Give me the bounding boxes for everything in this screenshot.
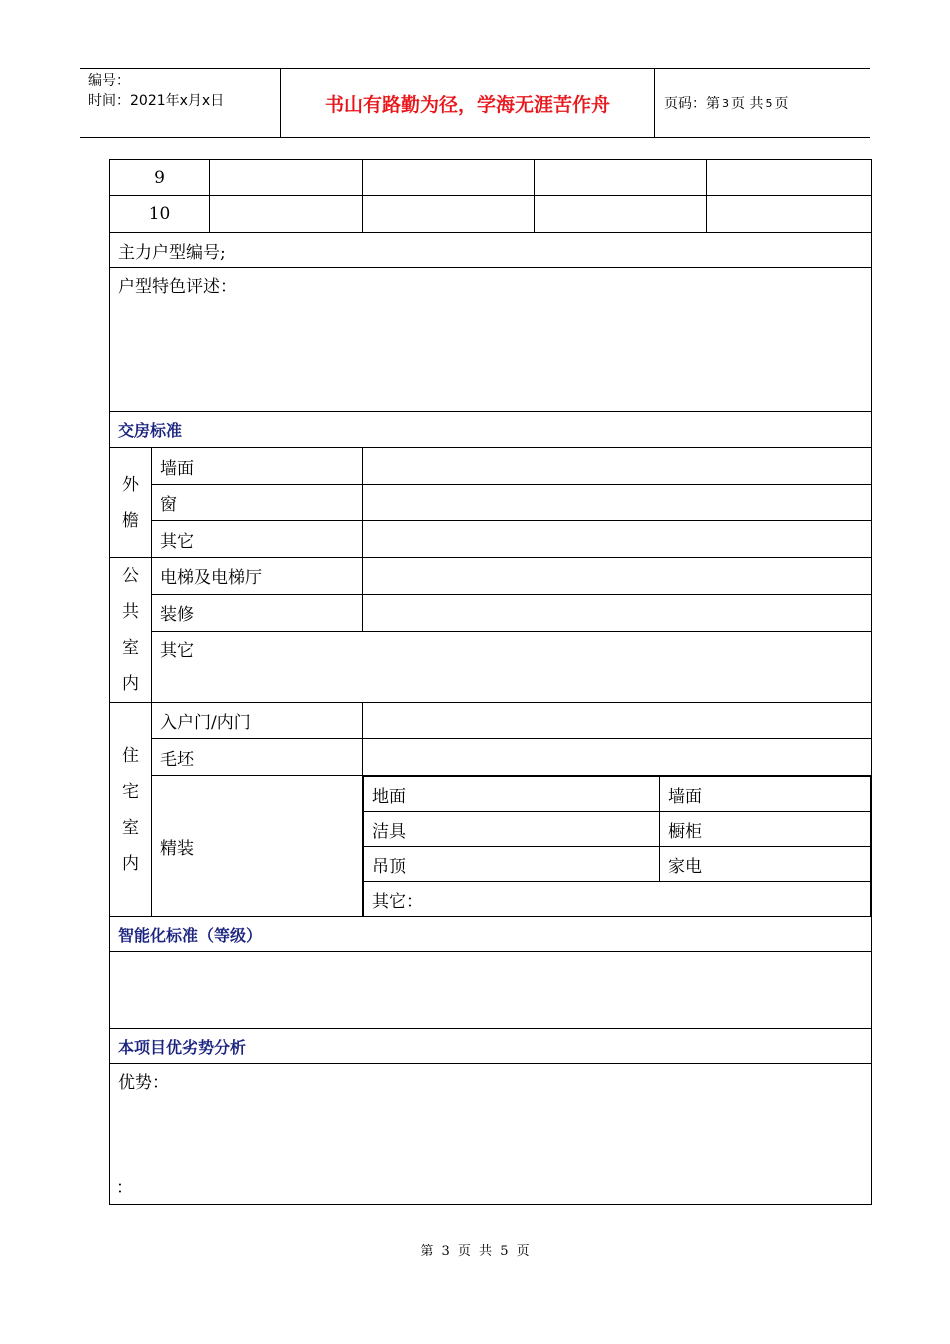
smart-standard-heading: 智能化标准（等级） bbox=[110, 917, 872, 952]
table-cell[interactable] bbox=[210, 160, 363, 196]
page-mid: 页 共 bbox=[731, 96, 764, 112]
table-row bbox=[110, 703, 872, 739]
table-cell[interactable] bbox=[707, 160, 872, 196]
row-number: 9 bbox=[110, 160, 210, 196]
exterior-window-label: 窗 bbox=[152, 485, 363, 521]
exterior-window-field[interactable] bbox=[363, 485, 872, 521]
fine-other-label[interactable]: 其它： bbox=[364, 882, 871, 916]
appliance-label[interactable]: 家电 bbox=[660, 847, 871, 882]
entry-door-field[interactable] bbox=[363, 703, 872, 739]
table-row bbox=[110, 233, 872, 268]
swot-heading: 本项目优劣势分析 bbox=[110, 1029, 872, 1064]
unit-features-field[interactable] bbox=[110, 268, 872, 412]
table-row bbox=[110, 448, 872, 485]
decoration-label: 装修 bbox=[152, 594, 363, 632]
table-cell[interactable] bbox=[363, 160, 535, 196]
ceiling-label[interactable]: 吊顶 bbox=[364, 847, 660, 882]
table-cell[interactable] bbox=[535, 160, 707, 196]
page-footer: 第 3 页 共 5 页 bbox=[420, 1244, 530, 1259]
table-row bbox=[364, 847, 871, 882]
table-row bbox=[110, 632, 872, 703]
table-row bbox=[364, 777, 871, 812]
page-suffix: 页 bbox=[774, 96, 789, 112]
page-current: 3 bbox=[722, 96, 729, 110]
colon-mark: ： bbox=[116, 1178, 133, 1198]
table-row bbox=[110, 917, 872, 952]
table-cell[interactable] bbox=[363, 196, 535, 233]
table-row bbox=[110, 485, 872, 521]
table-cell[interactable] bbox=[707, 196, 872, 233]
page-header bbox=[80, 68, 870, 138]
table-row bbox=[110, 268, 872, 412]
table-row bbox=[110, 594, 872, 632]
advantage-label: 优势： bbox=[118, 1073, 169, 1093]
row-number: 10 bbox=[110, 196, 210, 233]
public-group-label: 公 共 室 内 bbox=[110, 558, 152, 703]
wall-label[interactable]: 墙面 bbox=[660, 777, 871, 812]
decoration-field[interactable] bbox=[363, 594, 872, 632]
table-row bbox=[364, 812, 871, 847]
header-page-number bbox=[655, 69, 870, 137]
table-cell[interactable] bbox=[210, 196, 363, 233]
table-row bbox=[110, 160, 872, 196]
floor-label[interactable]: 地面 bbox=[364, 777, 660, 812]
exterior-other-label: 其它 bbox=[152, 521, 363, 558]
fine-detail-cell bbox=[363, 776, 872, 917]
unit-features-label: 户型特色评述： bbox=[118, 277, 237, 297]
elevator-label: 电梯及电梯厅 bbox=[152, 558, 363, 595]
table-row bbox=[110, 776, 872, 917]
exterior-wall-label: 墙面 bbox=[152, 448, 363, 485]
public-other-field[interactable] bbox=[152, 632, 872, 703]
table-row bbox=[110, 1029, 872, 1064]
table-row bbox=[110, 952, 872, 1029]
table-row bbox=[110, 196, 872, 233]
table-row bbox=[364, 882, 871, 916]
table-row bbox=[110, 521, 872, 558]
public-other-label: 其它 bbox=[160, 641, 194, 662]
rough-label: 毛坯 bbox=[152, 739, 363, 776]
rough-field[interactable] bbox=[363, 739, 872, 776]
entry-door-label: 入户门/内门 bbox=[152, 703, 363, 739]
page-total: 5 bbox=[765, 96, 773, 110]
exterior-other-field[interactable] bbox=[363, 521, 872, 558]
advantage-field[interactable] bbox=[110, 1064, 872, 1205]
main-unit-label: 主力户型编号; bbox=[110, 233, 872, 268]
table-row bbox=[110, 412, 872, 448]
residential-group-label: 住 宅 室 内 bbox=[110, 703, 152, 917]
header-meta bbox=[80, 69, 281, 137]
elevator-field[interactable] bbox=[363, 558, 872, 595]
header-motto: 书山有路勤为径，学海无涯苦作舟 bbox=[281, 69, 655, 137]
exterior-group-label: 外 檐 bbox=[110, 448, 152, 558]
delivery-standard-heading: 交房标准 bbox=[110, 412, 872, 448]
table-row bbox=[110, 739, 872, 776]
time-label: 时间：2021年x月x日 bbox=[88, 93, 225, 109]
number-label: 编号： bbox=[88, 73, 130, 89]
table-cell[interactable] bbox=[535, 196, 707, 233]
fine-detail-table bbox=[363, 776, 871, 916]
smart-standard-field[interactable] bbox=[110, 952, 872, 1029]
page-prefix: 页码：第 bbox=[664, 96, 720, 112]
exterior-wall-field[interactable] bbox=[363, 448, 872, 485]
table-row bbox=[110, 1064, 872, 1205]
cabinet-label[interactable]: 橱柜 bbox=[660, 812, 871, 847]
sanitary-label[interactable]: 洁具 bbox=[364, 812, 660, 847]
fine-label: 精装 bbox=[152, 776, 363, 917]
form-table bbox=[109, 159, 872, 1205]
table-row bbox=[110, 558, 872, 595]
